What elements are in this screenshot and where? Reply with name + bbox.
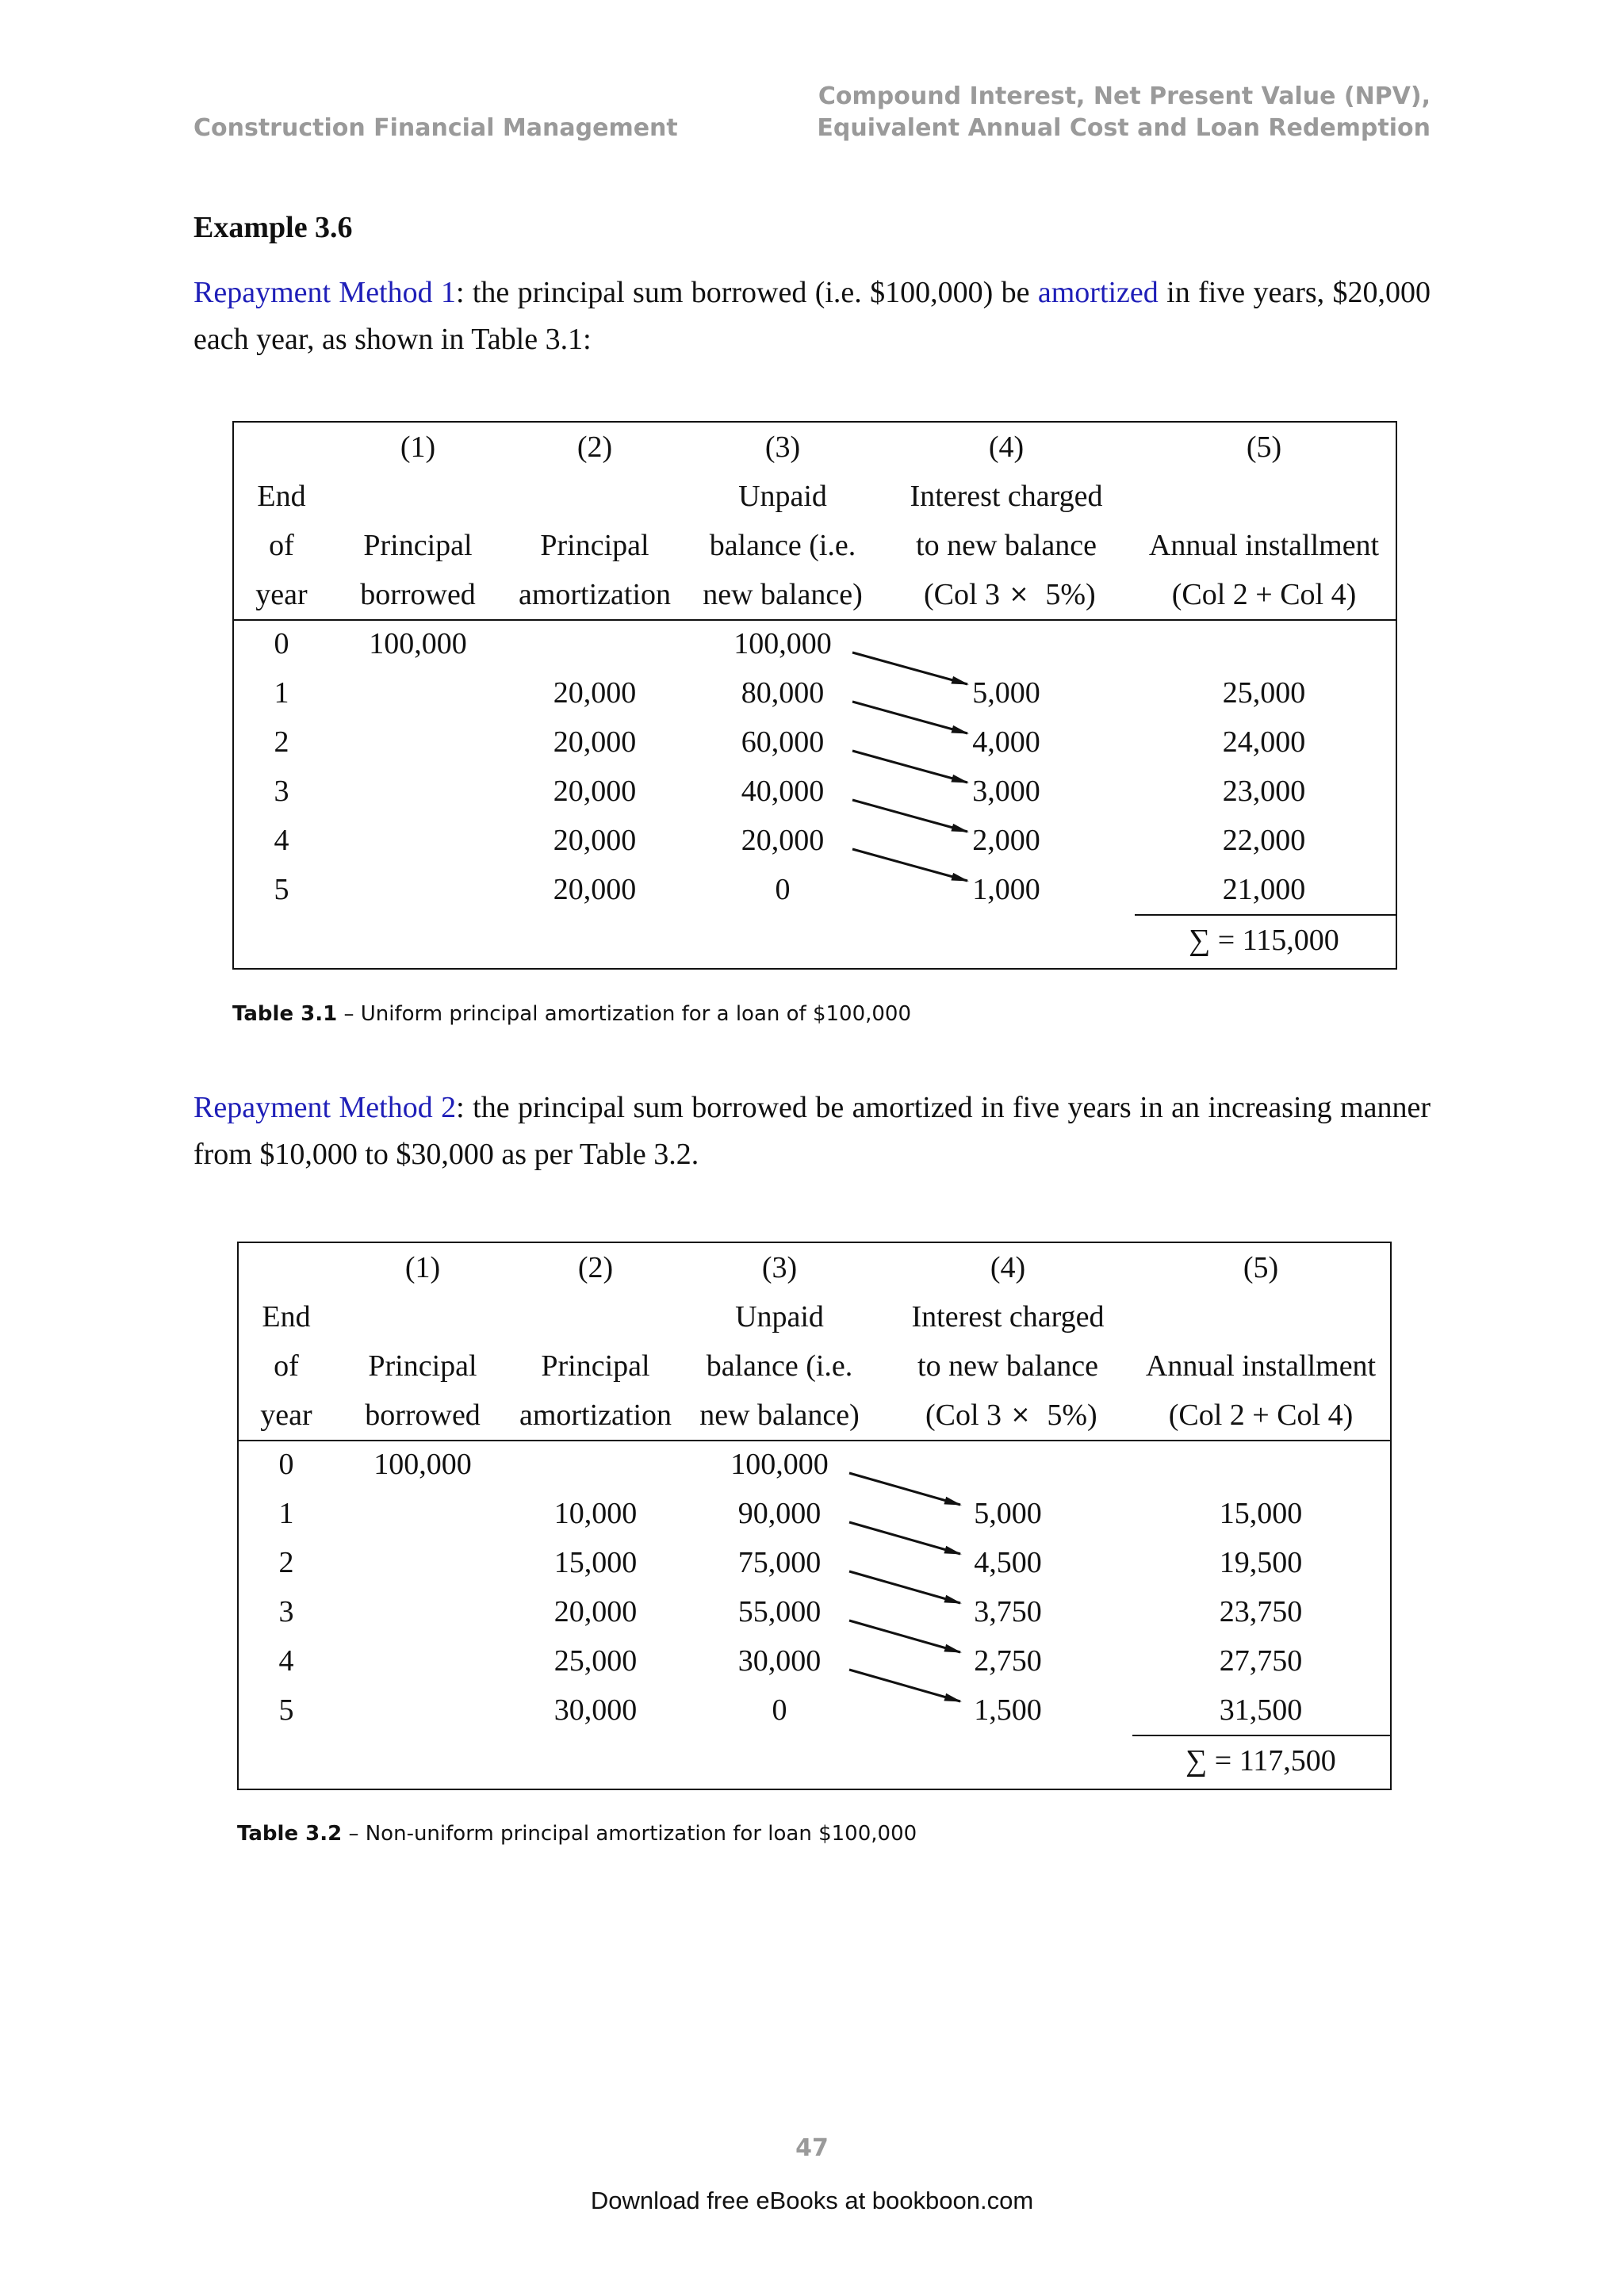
- header-interest-charged-0: Interest charged: [910, 480, 1103, 513]
- total-sum: ∑ = 115,000: [1189, 924, 1339, 957]
- table-2-caption-label: Table 3.2: [237, 1822, 343, 1846]
- row-3-amortization: 20,000: [553, 1595, 638, 1628]
- row-5-installment: 31,500: [1219, 1693, 1303, 1727]
- row-3-balance: 55,000: [737, 1595, 822, 1628]
- paragraph-method-2: [193, 1085, 1431, 1178]
- row-3-year: 3: [278, 1595, 294, 1628]
- header-interest-formula-times: ×: [1009, 580, 1029, 608]
- header-principal-amortization-1: amortization: [518, 578, 672, 611]
- row-1-installment: 25,000: [1222, 676, 1306, 710]
- arrow-row-2-to-3: [852, 751, 967, 783]
- row-0-year: 0: [274, 627, 289, 660]
- row-5-amortization: 30,000: [553, 1693, 638, 1727]
- row-4-amortization: 25,000: [553, 1644, 638, 1678]
- column-number-3: (3): [761, 1251, 798, 1284]
- header-end-of-year-1: of: [274, 1349, 299, 1383]
- row-3-interest: 3,000: [972, 775, 1040, 808]
- amortization-table-1: [232, 421, 1397, 970]
- header-interest-formula-col: (Col 3: [925, 1399, 1002, 1432]
- header-annual-installment-1: (Col 2 + Col 4): [1171, 578, 1357, 611]
- arrow-row-0-to-1: [849, 1473, 960, 1505]
- header-annual-installment-0: Annual installment: [1145, 1349, 1377, 1383]
- repayment-method-2-link[interactable]: Repayment Method 2: [193, 1091, 457, 1124]
- paragraph-1-text-a: : the principal sum borrowed (i.e. $100,000) be: [455, 276, 1038, 309]
- header-interest-charged-1: to new balance: [916, 529, 1097, 562]
- row-2-amortization: 20,000: [553, 725, 637, 759]
- running-header-right-line2: Equivalent Annual Cost and Loan Redemption: [817, 114, 1431, 142]
- row-5-interest: 1,500: [974, 1693, 1042, 1727]
- header-interest-formula-rate: 5%): [1047, 1399, 1097, 1432]
- arrow-row-1-to-2: [849, 1522, 960, 1554]
- row-4-interest: 2,750: [974, 1644, 1042, 1678]
- arrow-row-3-to-4: [852, 800, 967, 832]
- table-1-caption: [232, 1002, 911, 1026]
- repayment-method-1-link[interactable]: Repayment Method 1: [193, 276, 456, 309]
- running-header-right: [817, 81, 1431, 144]
- arrow-row-3-to-4: [849, 1621, 960, 1652]
- total-sum: ∑ = 117,500: [1185, 1744, 1336, 1777]
- row-5-amortization: 20,000: [553, 873, 637, 906]
- header-unpaid-balance-1: balance (i.e.: [709, 529, 856, 562]
- row-0-balance: 100,000: [733, 627, 832, 660]
- header-interest-charged-1: to new balance: [917, 1349, 1098, 1383]
- header-unpaid-balance-2: new balance): [703, 578, 863, 611]
- table-1-caption-label: Table 3.1: [232, 1002, 338, 1026]
- row-0-borrowed: 100,000: [373, 1448, 472, 1481]
- row-5-year: 5: [274, 873, 289, 906]
- row-5-installment: 21,000: [1222, 873, 1306, 906]
- header-end-of-year-0: End: [262, 1300, 311, 1334]
- row-5-balance: 0: [775, 873, 791, 906]
- column-number-3: (3): [764, 430, 801, 464]
- header-principal-amortization-1: amortization: [519, 1399, 672, 1432]
- column-number-4: (4): [988, 430, 1025, 464]
- running-header-right-line1: Compound Interest, Net Present Value (NPV),: [818, 82, 1431, 110]
- header-principal-borrowed-1: borrowed: [365, 1399, 481, 1432]
- header-principal-amortization-0: Principal: [540, 529, 649, 562]
- header-end-of-year-1: of: [269, 529, 294, 562]
- arrow-row-4-to-5: [849, 1670, 960, 1701]
- row-4-amortization: 20,000: [553, 824, 637, 857]
- arrow-row-2-to-3: [849, 1571, 960, 1603]
- header-unpaid-balance-2: new balance): [699, 1399, 860, 1432]
- column-number-2: (2): [576, 430, 613, 464]
- header-principal-amortization-0: Principal: [541, 1349, 650, 1383]
- row-4-interest: 2,000: [972, 824, 1040, 857]
- header-interest-charged-0: Interest charged: [911, 1300, 1105, 1334]
- row-1-installment: 15,000: [1219, 1497, 1303, 1530]
- table-2-caption: [237, 1822, 917, 1846]
- row-4-installment: 27,750: [1219, 1644, 1303, 1678]
- header-interest-formula-rate: 5%): [1045, 578, 1096, 611]
- header-end-of-year-0: End: [257, 480, 306, 513]
- header-annual-installment-0: Annual installment: [1148, 529, 1380, 562]
- column-number-5: (5): [1243, 1251, 1279, 1284]
- header-principal-borrowed-0: Principal: [368, 1349, 477, 1383]
- header-end-of-year-2: year: [260, 1399, 312, 1432]
- row-4-balance: 30,000: [737, 1644, 822, 1678]
- row-1-amortization: 10,000: [553, 1497, 638, 1530]
- row-5-interest: 1,000: [972, 873, 1040, 906]
- arrow-row-4-to-5: [852, 849, 967, 881]
- header-annual-installment-1: (Col 2 + Col 4): [1168, 1399, 1354, 1432]
- row-3-balance: 40,000: [741, 775, 825, 808]
- row-1-interest: 5,000: [974, 1497, 1042, 1530]
- row-3-amortization: 20,000: [553, 775, 637, 808]
- running-header-left: Construction Financial Management: [193, 114, 678, 142]
- row-4-balance: 20,000: [741, 824, 825, 857]
- header-unpaid-balance-1: balance (i.e.: [706, 1349, 853, 1383]
- amortization-table-2: [237, 1242, 1392, 1790]
- row-4-installment: 22,000: [1222, 824, 1306, 857]
- header-principal-borrowed-1: borrowed: [360, 578, 476, 611]
- paragraph-1-text-b: in five years, $20,000 each year, as shown in Table 3.1:: [193, 276, 1431, 356]
- header-unpaid-balance-0: Unpaid: [738, 480, 827, 513]
- paragraph-2-text: : the principal sum borrowed be amortized in five years in an increasing manner from $10,000 to $30,000 as per Table 3.2.: [193, 1091, 1431, 1171]
- row-1-balance: 80,000: [741, 676, 825, 710]
- row-1-amortization: 20,000: [553, 676, 637, 710]
- table-2-caption-text: – Non-uniform principal amortization for loan $100,000: [342, 1822, 917, 1846]
- row-1-interest: 5,000: [972, 676, 1040, 710]
- row-0-borrowed: 100,000: [369, 627, 467, 660]
- row-2-balance: 60,000: [741, 725, 825, 759]
- header-end-of-year-2: year: [255, 578, 308, 611]
- row-3-interest: 3,750: [974, 1595, 1042, 1628]
- column-number-2: (2): [577, 1251, 614, 1284]
- arrow-row-0-to-1: [852, 652, 967, 684]
- row-4-year: 4: [278, 1644, 294, 1678]
- row-5-balance: 0: [772, 1693, 787, 1727]
- row-2-interest: 4,000: [972, 725, 1040, 759]
- row-2-amortization: 15,000: [553, 1546, 638, 1579]
- header-interest-formula-col: (Col 3: [923, 578, 1001, 611]
- column-number-1: (1): [404, 1251, 441, 1284]
- row-0-year: 0: [278, 1448, 294, 1481]
- row-1-year: 1: [274, 676, 289, 710]
- column-number-1: (1): [400, 430, 436, 464]
- footer-download-link[interactable]: Download free eBooks at bookboon.com: [590, 2187, 1034, 2214]
- row-1-balance: 90,000: [737, 1497, 822, 1530]
- page-number: 47: [795, 2134, 829, 2162]
- row-0-balance: 100,000: [730, 1448, 829, 1481]
- row-2-interest: 4,500: [974, 1546, 1042, 1579]
- column-number-4: (4): [990, 1251, 1026, 1284]
- row-2-year: 2: [278, 1546, 294, 1579]
- arrow-row-1-to-2: [852, 702, 967, 733]
- header-principal-borrowed-0: Principal: [363, 529, 473, 562]
- row-4-year: 4: [274, 824, 289, 857]
- table-1-caption-text: – Uniform principal amortization for a loan of $100,000: [337, 1002, 912, 1026]
- row-5-year: 5: [278, 1693, 294, 1727]
- paragraph-method-1: [193, 270, 1431, 363]
- row-2-year: 2: [274, 725, 289, 759]
- row-2-installment: 24,000: [1222, 725, 1306, 759]
- row-1-year: 1: [278, 1497, 294, 1530]
- row-2-installment: 19,500: [1219, 1546, 1303, 1579]
- row-3-installment: 23,000: [1222, 775, 1306, 808]
- row-3-year: 3: [274, 775, 289, 808]
- amortized-link[interactable]: amortized: [1037, 276, 1159, 309]
- row-2-balance: 75,000: [737, 1546, 822, 1579]
- header-unpaid-balance-0: Unpaid: [735, 1300, 824, 1334]
- row-3-installment: 23,750: [1219, 1595, 1303, 1628]
- header-interest-formula-times: ×: [1010, 1401, 1031, 1429]
- column-number-5: (5): [1246, 430, 1282, 464]
- example-heading: Example 3.6: [193, 211, 353, 244]
